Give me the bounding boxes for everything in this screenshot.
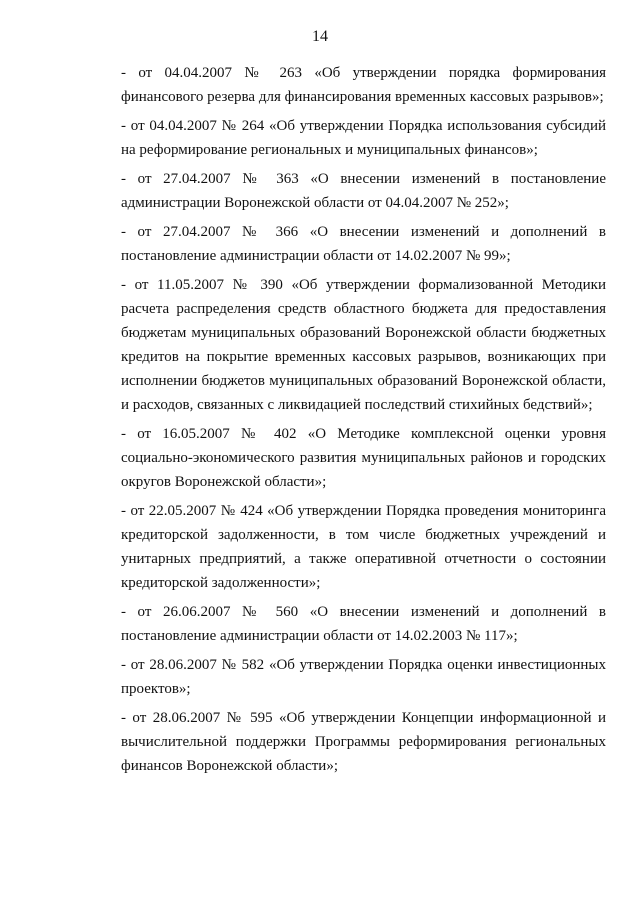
list-item: - от 16.05.2007 № 402 «О Методике комплексной оценки уровня социально-экономического развития муниципальных районов и городских округов Воронежской области»;: [121, 426, 606, 490]
list-item: - от 04.04.2007 № 263 «Об утверждении порядка формирования финансового резерва для финансирования временных кассовых разрывов»;: [121, 65, 606, 105]
list-item: - от 04.04.2007 № 264 «Об утверждении Порядка использования субсидий на реформирование региональных и муниципальных финансов»;: [121, 118, 606, 158]
list-item: - от 27.04.2007 № 366 «О внесении изменений и дополнений в постановление администрации области от 14.02.2007 № 99»;: [121, 224, 606, 264]
list-item: - от 22.05.2007 № 424 «Об утверждении Порядка проведения мониторинга кредиторской задолженности, в том числе бюджетных учреждений и унитарных предприятий, а также оперативной отчетности о состоянии кредиторской задолженности»;: [121, 503, 606, 591]
regulation-list: [121, 61, 606, 783]
list-item: - от 28.06.2007 № 582 «Об утверждении Порядка оценки инвестиционных проектов»;: [121, 657, 606, 697]
list-item: - от 11.05.2007 № 390 «Об утверждении формализованной Методики расчета распределения средств областного бюджета для предоставления бюджетам муниципальных образований Воронежской области бюджетных кредитов на покрытие временных кассовых разрывов, возникающих при исполнении бюджетов муниципальных образований Воронежской области, и расходов, связанных с ликвидацией последствий стихийных бедствий»;: [121, 277, 606, 413]
list-item: - от 26.06.2007 № 560 «О внесении изменений и дополнений в постановление администрации области от 14.02.2003 № 117»;: [121, 604, 606, 644]
list-item: - от 27.04.2007 № 363 «О внесении изменений в постановление администрации Воронежской области от 04.04.2007 № 252»;: [121, 171, 606, 211]
page-number: 14: [312, 28, 328, 45]
list-item: - от 28.06.2007 № 595 «Об утверждении Концепции информационной и вычислительной поддержки Программы реформирования региональных финансов Воронежской области»;: [121, 710, 606, 774]
